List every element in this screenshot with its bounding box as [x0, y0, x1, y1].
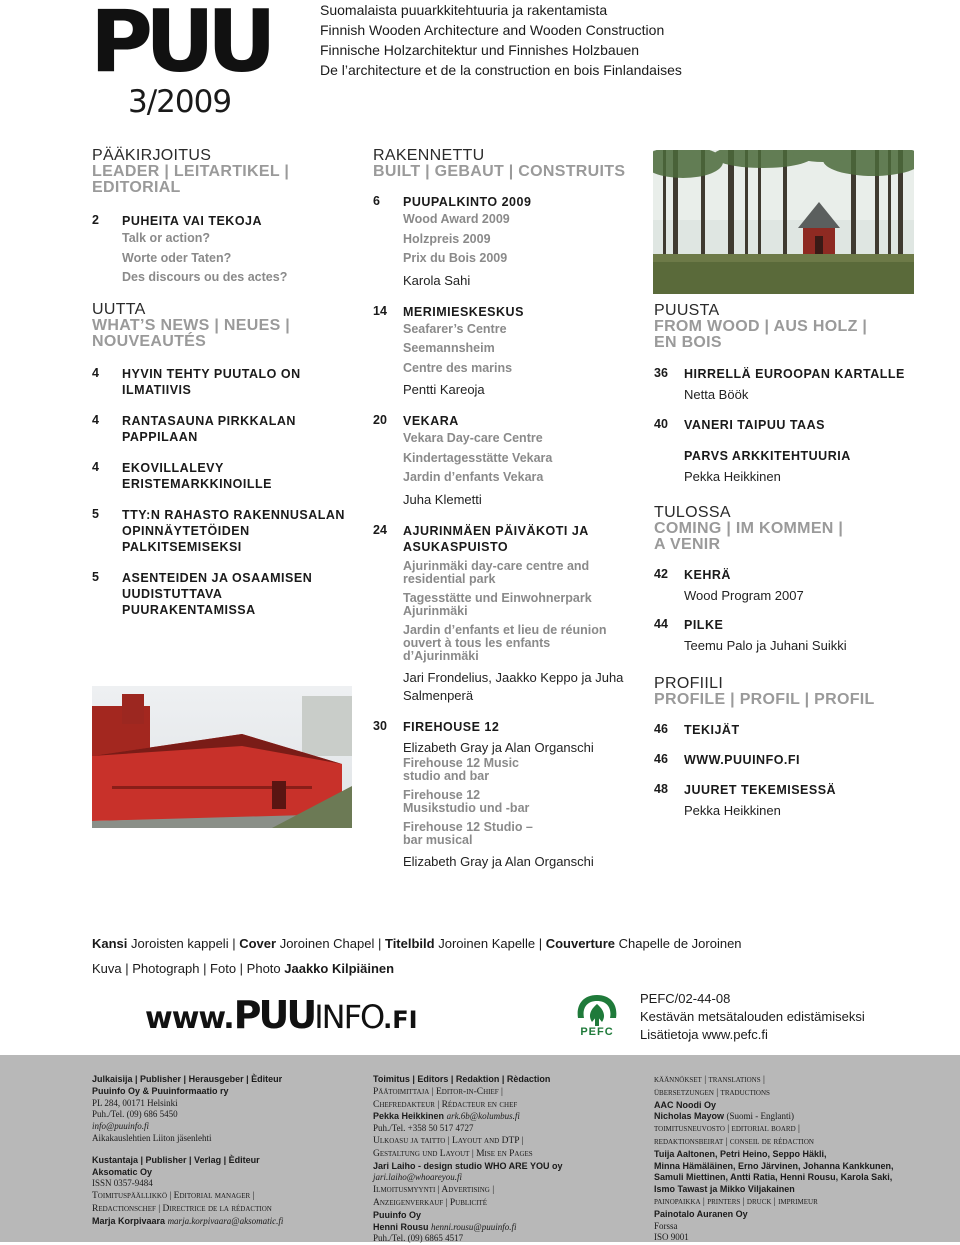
article-subtitle: Seafarer’s Centre — [403, 321, 507, 336]
section-heading-langs: PROFILE | PROFIL | PROFIL — [654, 691, 875, 708]
article-title: PUUPALKINTO 2009 — [403, 195, 532, 209]
article-author: Wood Program 2007 — [684, 588, 804, 603]
toc-entry[interactable] — [654, 417, 944, 433]
page-number: 40 — [654, 417, 668, 431]
colophon-text: AAC Noodi Oy — [654, 1099, 716, 1110]
colophon-line — [92, 1098, 362, 1110]
colophon-publisher — [92, 1074, 362, 1228]
section-heading-fi: UUTTA — [92, 301, 146, 318]
colophon-line — [92, 1145, 362, 1155]
article-author: Pekka Heikkinen — [684, 803, 781, 818]
colophon-text: käännökset | translations | — [654, 1075, 765, 1085]
colophon-text: Samuli Miettinen, Antti Ratia, Henni Rousu, Karola Saki, — [654, 1172, 893, 1183]
colophon-text: Aksomatic Oy — [92, 1166, 153, 1177]
section-heading-langs: WHAT’S NEWS | NEUES | — [92, 317, 291, 334]
section-profile — [654, 676, 944, 820]
page-number: 46 — [654, 722, 668, 736]
red-building-photo — [92, 686, 352, 828]
colophon-line — [373, 1111, 643, 1123]
colophon-extra[interactable]: ark.6b@kolumbus.fi — [446, 1111, 520, 1122]
colophon-text: Kustantaja | Publisher | Verlag | Èditeur — [92, 1154, 260, 1165]
colophon-line — [654, 1232, 954, 1244]
pefc-logo-text: PEFC — [580, 1026, 614, 1038]
colophon-line — [373, 1074, 643, 1086]
page-number: 6 — [373, 194, 380, 208]
colophon-line — [654, 1074, 954, 1087]
article-subtitle: Ajurinmäki day-care centre and residential park — [403, 558, 590, 586]
logo-puu: PUU — [233, 993, 315, 1037]
article-title: AJURINMÄEN PÄIVÄKOTI JA ASUKASPUISTO — [403, 523, 589, 554]
article-title: RANTASAUNA PIRKKALAN PAPPILAAN — [122, 414, 296, 444]
article-subtitle: Jardin d’enfants Vekara — [403, 470, 544, 484]
colophon-line — [654, 1087, 954, 1100]
photo-credit-label: Kuva | Photograph | Foto | Photo — [92, 961, 281, 976]
section-heading — [654, 505, 944, 553]
colophon-line — [654, 1136, 954, 1149]
article-title: VEKARA — [403, 414, 459, 428]
colophon-text: Puuinfo Oy & Puuinformaatio ry — [92, 1085, 229, 1096]
toc-entry[interactable] — [373, 413, 643, 509]
toc-entry[interactable] — [373, 194, 643, 290]
colophon-text: Jari Laiho - design studio WHO ARE YOU oy — [373, 1160, 563, 1171]
section-heading — [654, 303, 944, 351]
page-number: 46 — [654, 752, 668, 766]
article-subtitle: Holzpreis 2009 — [403, 231, 491, 246]
magazine-logo: PUU — [90, 0, 269, 92]
article-author: Karola Sahi — [403, 272, 471, 288]
toc-entry[interactable] — [654, 567, 944, 605]
article-author: Elizabeth Gray ja Alan Organschi — [403, 739, 594, 755]
pefc-line: Lisätietoja www.pefc.fi — [640, 1027, 768, 1042]
colophon-text: toimitusneuvosto | editorial board | — [654, 1124, 800, 1135]
colophon-line — [654, 1172, 954, 1184]
toc-entry[interactable] — [654, 448, 944, 486]
colophon-text: Ismo Tawast ja Mikko Viljakainen — [654, 1184, 795, 1195]
colophon-text: painopaikka | printers | druck | imprimeur — [654, 1196, 818, 1207]
colophon-line — [92, 1178, 362, 1190]
toc-entry[interactable] — [92, 507, 357, 555]
section-heading-fi: PROFIILI — [654, 675, 724, 692]
article-author: Juha Klemetti — [403, 491, 482, 507]
toc-entry[interactable] — [654, 722, 944, 738]
pefc-line: PEFC/02-44-08 — [640, 991, 731, 1006]
colophon-text: Puh./Tel. (09) 686 5450 — [92, 1109, 178, 1120]
section-coming — [654, 505, 944, 655]
colophon-line — [92, 1190, 362, 1203]
colophon-text: Anzeigenverkauf | Publicité — [373, 1197, 488, 1208]
colophon-text: ISO 9001 — [654, 1232, 689, 1243]
colophon-text: info@puuinfo.fi — [92, 1121, 150, 1132]
colophon-line — [92, 1086, 362, 1098]
colophon-text: jari.laiho@whoareyou.fi — [373, 1172, 462, 1183]
logo-fi: .FI — [383, 1006, 418, 1034]
article-title: HIRRELLÄ EUROOPAN KARTALLE — [684, 367, 905, 381]
page-number: 44 — [654, 617, 668, 631]
page-number: 4 — [92, 413, 99, 427]
colophon-text: Henni Rousu — [373, 1221, 429, 1232]
colophon-line — [654, 1123, 954, 1136]
toc-entry[interactable] — [654, 752, 944, 768]
article-author: Elizabeth Gray ja Alan Organschi — [403, 853, 594, 869]
colophon-line — [373, 1086, 643, 1099]
credit-value: Joroinen Chapel — [279, 936, 375, 951]
page-number: 20 — [373, 413, 387, 427]
article-subtitle: Firehouse 12 Music studio and bar — [403, 755, 520, 783]
article-subtitle: Jardin d’enfants et lieu de réunion ouvert à tous les enfants d’Ajurinmäki — [403, 622, 607, 663]
article-title: JUURET TEKEMISESSÄ — [684, 783, 837, 797]
colophon-text: ISSN 0357-9484 — [92, 1178, 153, 1189]
colophon-line — [92, 1216, 362, 1228]
page-number: 42 — [654, 567, 668, 581]
article-title: FIREHOUSE 12 — [403, 719, 500, 734]
colophon-line — [373, 1135, 643, 1148]
article-author: Teemu Palo ja Juhani Suikki — [684, 638, 847, 653]
colophon-line — [92, 1203, 362, 1216]
article-subtitle: Firehouse 12 Musikstudio und -bar — [403, 787, 530, 815]
colophon-text: Redactionschef | Directrice de la rédaction — [92, 1203, 272, 1214]
colophon-line — [92, 1155, 362, 1167]
article-subtitle: Tagesstätte und Einwohnerpark Ajurinmäki — [403, 590, 592, 618]
article-subtitle: Vekara Day-care Centre — [403, 431, 543, 445]
article-author: Netta Böök — [684, 387, 749, 402]
article-subtitle: Kindertagesstätte Vekara — [403, 450, 553, 465]
article-subtitle: Talk or action? — [122, 231, 210, 245]
colophon-line — [373, 1210, 643, 1222]
colophon-extra[interactable]: marja.korpivaara@aksomatic.fi — [167, 1215, 284, 1226]
colophon-line — [373, 1123, 643, 1135]
colophon-text: redaktionsbeirat | conseil de rédaction — [654, 1136, 814, 1147]
credit-key: Kansi — [92, 936, 128, 951]
article-author: Pekka Heikkinen — [684, 469, 781, 484]
colophon-line — [654, 1111, 954, 1123]
section-news — [92, 302, 357, 618]
colophon-line — [373, 1184, 643, 1197]
photographer-name: Jaakko Kilpiäinen — [284, 961, 395, 976]
puuinfo-logo[interactable] — [145, 995, 418, 1043]
article-title: KEHRÄ — [684, 568, 731, 582]
colophon-line — [654, 1221, 954, 1233]
toc-entry[interactable] — [654, 617, 944, 655]
article-subtitle: Prix du Bois 2009 — [403, 251, 508, 265]
tagline-line: Finnish Wooden Architecture and Wooden Construction — [320, 22, 665, 38]
colophon-text: Puh./Tel. +358 50 517 4727 — [373, 1123, 474, 1134]
section-heading-langs: COMING | IM KOMMEN | — [654, 520, 844, 537]
colophon-text: Toimituspäällikkö | Editorial manager | — [92, 1191, 255, 1202]
colophon-extra[interactable]: henni.rousu@puuinfo.fi — [431, 1221, 517, 1232]
section-heading — [654, 676, 944, 708]
credit-value: Joroisten kappeli — [131, 936, 229, 951]
article-title: HYVIN TEHTY PUUTALO ON ILMATIIVIS — [122, 367, 301, 397]
colophon-translations — [654, 1074, 954, 1244]
colophon-line — [373, 1099, 643, 1112]
toc-entry[interactable] — [92, 366, 357, 398]
colophon-line — [654, 1161, 954, 1173]
colophon-line — [373, 1222, 643, 1234]
section-heading-langs: BUILT | GEBAUT | CONSTRUITS — [373, 163, 626, 180]
credit-value: Joroinen Kapelle — [438, 936, 536, 951]
article-subtitle: Worte oder Taten? — [122, 250, 232, 265]
colophon-line — [373, 1233, 643, 1245]
colophon-line — [654, 1209, 954, 1221]
page-number: 36 — [654, 366, 668, 380]
colophon-line — [92, 1167, 362, 1179]
colophon-text: Julkaisija | Publisher | Herausgeber | Èditeur — [92, 1074, 283, 1084]
page-number: 48 — [654, 782, 668, 796]
colophon-text: Marja Korpivaara — [92, 1215, 166, 1226]
article-title: WWW.PUUINFO.FI — [684, 753, 801, 767]
page-number: 5 — [92, 507, 99, 521]
credit-key: Titelbild — [384, 936, 435, 951]
article-subtitle: Firehouse 12 Studio – bar musical — [403, 819, 533, 847]
tagline-line: De l’architecture et de la construction en bois Finlandaises — [320, 62, 682, 78]
colophon-text: Nicholas Mayow — [654, 1111, 725, 1122]
cover-credit: Kansi Joroisten kappeli | Cover Joroinen Chapel | Titelbild Joroinen Kapelle | Couverture Chapelle de Joroinen Kuva | Photograph | Foto | Photo Jaakko Kilpiäinen — [92, 936, 742, 976]
colophon-line — [654, 1184, 954, 1196]
colophon-line — [654, 1196, 954, 1209]
section-heading — [373, 148, 643, 180]
colophon-line — [373, 1172, 643, 1184]
section-heading — [92, 148, 352, 196]
toc-entry[interactable] — [654, 366, 944, 404]
page-number: 2 — [92, 213, 99, 227]
colophon-text: Forssa — [654, 1220, 678, 1231]
colophon-text: Toimitus | Editors | Redaktion | Rèdaction — [373, 1074, 551, 1084]
toc-entry[interactable] — [373, 719, 643, 871]
colophon-text: Ulkoasu ja taitto | Layout and DTP | — [373, 1135, 524, 1146]
article-title: TTY:N RAHASTO RAKENNUSALAN OPINNÄYTETÖIDEN PALKITSEMISEKSI — [122, 508, 345, 554]
credit-key: Cover — [239, 936, 277, 951]
article-title: ASENTEIDEN JA OSAAMISEN UUDISTUTTAVA PUURAKENTAMISSA — [122, 571, 313, 617]
page-number: 4 — [92, 366, 99, 380]
colophon-text: Aikakauslehtien Liiton jäsenlehti — [92, 1132, 212, 1143]
colophon-line — [92, 1121, 362, 1133]
section-heading-langs: FROM WOOD | AUS HOLZ | — [654, 318, 868, 335]
colophon-text: Päätoimittaja | Editor-in-Chief | — [373, 1086, 503, 1097]
colophon-line — [373, 1161, 643, 1173]
section-heading-langs: NOUVEAUTÉS — [92, 333, 207, 350]
colophon-text: Tuija Aaltonen, Petri Heino, Seppo Häkli, — [654, 1148, 827, 1159]
colophon-text: Minna Hämäläinen, Erno Järvinen, Johanna Kankkunen, — [654, 1160, 894, 1171]
colophon-line — [373, 1148, 643, 1161]
colophon-extra: (Suomi - Englanti) — [726, 1111, 795, 1122]
article-author: Pentti Kareoja — [403, 382, 485, 397]
colophon-text: Puuinfo Oy — [373, 1209, 421, 1220]
tagline-line: Suomalaista puuarkkitehtuuria ja rakentamista — [320, 2, 608, 18]
colophon-line — [654, 1149, 954, 1161]
pefc-logo-icon — [572, 992, 622, 1042]
credit-key: Couverture — [545, 936, 616, 951]
issue-number: 3/2009 — [128, 84, 232, 120]
colophon-text: Ilmoitusmyynti | Advertising | — [373, 1185, 495, 1196]
article-title: MERIMIESKESKUS — [403, 304, 524, 319]
toc-entry[interactable] — [654, 782, 944, 820]
toc-entry[interactable] — [92, 213, 352, 288]
colophon-text: übersetzungen | traductions — [654, 1087, 770, 1098]
logo-info: INFO — [314, 998, 384, 1036]
section-wood — [654, 303, 944, 486]
article-title: TEKIJÄT — [684, 723, 740, 737]
section-built — [373, 148, 643, 871]
pefc-line: Kestävän metsätalouden edistämiseksi — [640, 1009, 865, 1024]
article-title: EKOVILLALEVY ERISTEMARKKINOILLE — [122, 461, 272, 491]
page-number: 4 — [92, 460, 99, 474]
toc-entry[interactable] — [373, 304, 643, 400]
toc-entry[interactable] — [92, 460, 357, 492]
pefc-info — [640, 990, 865, 1044]
page-number: 24 — [373, 522, 387, 537]
article-title: PARVS ARKKITEHTUURIA — [684, 449, 851, 463]
colophon-text: PL 284, 00171 Helsinki — [92, 1097, 178, 1108]
section-heading — [92, 302, 357, 350]
article-title: PILKE — [684, 618, 724, 632]
toc-entry[interactable] — [92, 413, 357, 445]
article-subtitle: Centre des marins — [403, 360, 513, 375]
article-subtitle: Seemannsheim — [403, 341, 495, 355]
section-editorial — [92, 148, 352, 288]
logo-www: www. — [145, 1001, 234, 1036]
section-heading-fi: PUUSTA — [654, 302, 720, 319]
section-heading-fi: TULOSSA — [654, 504, 731, 521]
colophon-text: Pekka Heikkinen — [373, 1111, 445, 1122]
page-number: 5 — [92, 570, 99, 584]
section-heading-langs: EDITORIAL — [92, 179, 181, 196]
section-heading-langs: A VENIR — [654, 536, 721, 553]
colophon-line — [92, 1133, 362, 1145]
article-author: Jari Frondelius, Jaakko Keppo ja Juha Salmenperä — [403, 669, 624, 703]
toc-entry[interactable] — [373, 523, 643, 705]
section-heading-langs: EN BOIS — [654, 334, 722, 351]
article-title: PUHEITA VAI TEKOJA — [122, 214, 263, 228]
article-subtitle: Des discours ou des actes? — [122, 270, 288, 284]
colophon-line — [92, 1109, 362, 1121]
page-number: 14 — [373, 303, 387, 318]
colophon-text: Painotalo Auranen Oy — [654, 1208, 748, 1219]
colophon-text: Puh./Tel. (09) 6865 4517 — [373, 1233, 464, 1244]
article-title: VANERI TAIPUU TAAS — [684, 418, 825, 432]
colophon-line — [92, 1074, 362, 1086]
colophon-text: Gestaltung und Layout | Mise en Pages — [373, 1148, 533, 1159]
colophon-text: Chefredakteur | Rédacteur en chef — [373, 1099, 518, 1110]
section-heading-langs: LEADER | LEITARTIKEL | — [92, 163, 290, 180]
colophon-line — [373, 1197, 643, 1210]
tagline — [320, 0, 682, 80]
page-number: 30 — [373, 718, 387, 733]
colophon-editors — [373, 1074, 643, 1245]
toc-entry[interactable] — [92, 570, 357, 618]
credit-value: Chapelle de Joroinen — [618, 936, 742, 951]
section-heading-fi: RAKENNETTU — [373, 147, 485, 164]
colophon-line — [654, 1100, 954, 1112]
forest-chapel-photo — [653, 150, 914, 294]
section-heading-fi: PÄÄKIRJOITUS — [92, 147, 212, 164]
article-subtitle: Wood Award 2009 — [403, 212, 510, 226]
tagline-line: Finnische Holzarchitektur und Finnishes Holzbauen — [320, 42, 640, 58]
